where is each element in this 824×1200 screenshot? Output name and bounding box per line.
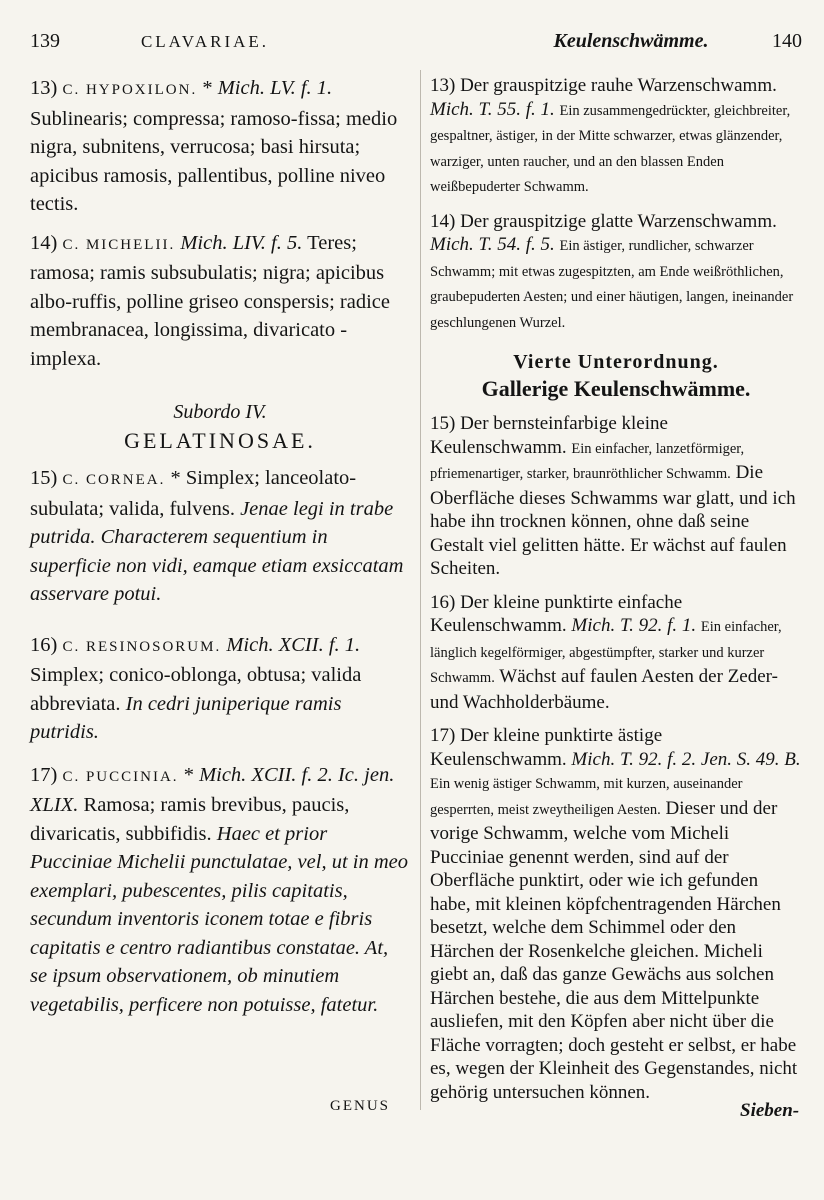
- right-page: [430, 30, 802, 1104]
- entry-number: 16): [30, 633, 58, 656]
- asterisk: *: [170, 467, 181, 489]
- right-running-head: [430, 30, 802, 64]
- entry-number: 15): [30, 467, 58, 489]
- reference: Mich. XCII. f. 2. Ic. jen. XLIX.: [30, 763, 395, 816]
- reference: Mich. XCII. f. 1.: [226, 633, 361, 656]
- entry-number: 17): [430, 725, 456, 746]
- species-name: C. RESINOSORUM.: [62, 638, 222, 655]
- subordo-heading: Subordo IV.: [173, 401, 267, 423]
- left-running-title: CLAVARIAE.: [140, 32, 270, 51]
- note: Dieser und der vorige Schwamm, welche vom Micheli Pucciniae genennt werden, sind auf der Oberfläche punktirt, oder wie ich gefunden habe, mit kleinen köpfchentragenden Härchen besetzt, welche dem Schimmel oder den Härchen der Rosenkelche gleichen. Micheli giebt an, daß das ganze Gewächs aus solchen Härchen bestehe, die aus dem Mittelpunkte ausliefen, mit den Köpfen aber nicht über die Fläche vorragten; doch gesteht er selbst, er habe es, wegen der Kleinheit des Gegenstandes, nicht gehörig untersuchen können.: [430, 797, 798, 1103]
- entry-number: 16): [430, 591, 456, 613]
- right-page-number: 140: [771, 30, 802, 52]
- gutter-divider: [420, 70, 421, 1110]
- reference: Mich. T. 54. f. 5.: [430, 234, 555, 255]
- species-name: Der bernsteinfarbige kleine Keulenschwamm.: [430, 413, 668, 458]
- reference: Mich. T. 92. f. 1.: [571, 615, 697, 636]
- note: Jenae legi in trabe putrida. Characterem sequentium in superficie non vidi, eamque etiam exsiccatam asservare potui.: [30, 497, 404, 605]
- species-name: C. HYPOXILON.: [62, 82, 198, 98]
- species-name: Der kleine punktirte ästige Keulenschwamm.: [430, 725, 663, 770]
- left-entry-15: [30, 464, 410, 609]
- right-running-title: Keulenschwämme.: [553, 30, 709, 52]
- right-entry-17: [430, 724, 802, 1104]
- left-running-head: [30, 30, 410, 64]
- reference: Mich. T. 55. f. 1.: [430, 98, 555, 120]
- entry-number: 14): [430, 210, 456, 232]
- note: Die Oberfläche dieses Schwamms war glatt, und ich habe ihn trocknen können, ohne daß seine Gestalt viel gelitten hätte. Er wächst auf faulen Scheiten.: [430, 462, 796, 579]
- species-name: Der grauspitzige rauhe Warzenschwamm.: [460, 75, 777, 96]
- note: Haec et prior Pucciniae Michelii punctulatae, vel, ut in meo exemplari, pubescentes, pilis capitatis, secundum inventoris iconem totae e fibris capitatis e centro radiantibus constatae. At, se ipsum observationem, ob minutiem vegetabilis, perficere non potuisse, fatetur.: [30, 822, 408, 1016]
- left-page: [30, 30, 410, 1019]
- left-entry-16: [30, 631, 410, 747]
- reference: Mich. T. 92. f. 2. Jen. S. 49. B.: [571, 748, 801, 770]
- note: Wächst auf faulen Aesten der Zeder- und Wachholderbäume.: [430, 666, 778, 713]
- right-catchword: Sieben-: [740, 1100, 800, 1121]
- description: Teres; ramosa; ramis subsubulatis; nigra; apicibus albo-ruffis, polline griseo conspersis; radice membranacea, longissima, divaricato - implexa.: [30, 231, 390, 370]
- description: Sublinearis; compressa; ramoso-fissa; medio nigra, subnitens, verrucosa; basi hirsuta; apicibus ramosis, pallentibus, polline niveo tectis.: [30, 107, 398, 215]
- entry-number: 14): [30, 231, 58, 254]
- left-entry-14: [30, 229, 410, 374]
- species-name: Der grauspitzige glatte Warzenschwamm.: [460, 210, 777, 232]
- right-entry-15: [430, 412, 802, 581]
- group-heading: Gallerige Keulenschwämme.: [481, 376, 751, 401]
- entry-number: 15): [430, 413, 456, 434]
- reference: Mich. LV. f. 1.: [217, 77, 333, 99]
- group-heading: GELATINOSAE.: [124, 428, 316, 453]
- left-page-number: 139: [30, 30, 60, 52]
- right-entry-16: [430, 591, 802, 715]
- asterisk: *: [183, 763, 194, 786]
- entry-number: 13): [430, 75, 456, 96]
- species-name: C. PUCCINIA.: [62, 768, 179, 785]
- reference: Mich. LIV. f. 5.: [180, 231, 303, 254]
- right-entry-13: [430, 74, 802, 200]
- species-name: C. CORNEA.: [62, 472, 166, 488]
- description: Ein wenig ästiger Schwamm, mit kurzen, auseinander gesperrten, meist zweytheiligen Aesten.: [430, 776, 743, 818]
- description: Ein einfacher, länglich kegelförmiger, abgestümpfter, starker und kurzer Schwamm.: [430, 619, 782, 686]
- entry-number: 17): [30, 763, 58, 786]
- description: Simplex; conico-oblonga, obtusa; valida abbreviata.: [30, 664, 362, 715]
- left-entry-17: [30, 761, 410, 1020]
- description: Ein einfacher, lanzetförmiger, pfriemenartiger, starker, braunröthlicher Schwamm.: [430, 440, 745, 482]
- note: In cedri juniperique ramis putridis.: [30, 692, 342, 743]
- asterisk: *: [202, 77, 213, 99]
- description: Ramosa; ramis brevibus, paucis, divaricatis, subbifidis.: [30, 794, 350, 845]
- species-name: Der kleine punktirte einfache Keulenschwamm.: [430, 591, 683, 636]
- subordo-heading: Vierte Unterordnung.: [513, 351, 719, 373]
- left-catchword: GENUS: [330, 1098, 391, 1114]
- species-name: C. MICHELII.: [62, 236, 176, 253]
- left-entry-13: [30, 74, 410, 219]
- right-entry-14: [430, 210, 802, 336]
- description: Simplex; lanceolato-subulata; valida, fulvens.: [30, 467, 357, 520]
- entry-number: 13): [30, 77, 58, 99]
- description: Ein zusammengedrückter, gleichbreiter, gespaltner, ästiger, in der Mitte schwarzer, etwas glänzender, warziger, unten raucher, und an den blassen Enden weißbepuderter Schwamm.: [430, 102, 791, 195]
- description: Ein ästiger, rundlicher, schwarzer Schwamm; mit etwas zugespitzten, am Ende weißröthlichen, graubepuderten Aesten; und einer häutigen, langen, ineinander geschlungenen Wurzel.: [430, 238, 794, 331]
